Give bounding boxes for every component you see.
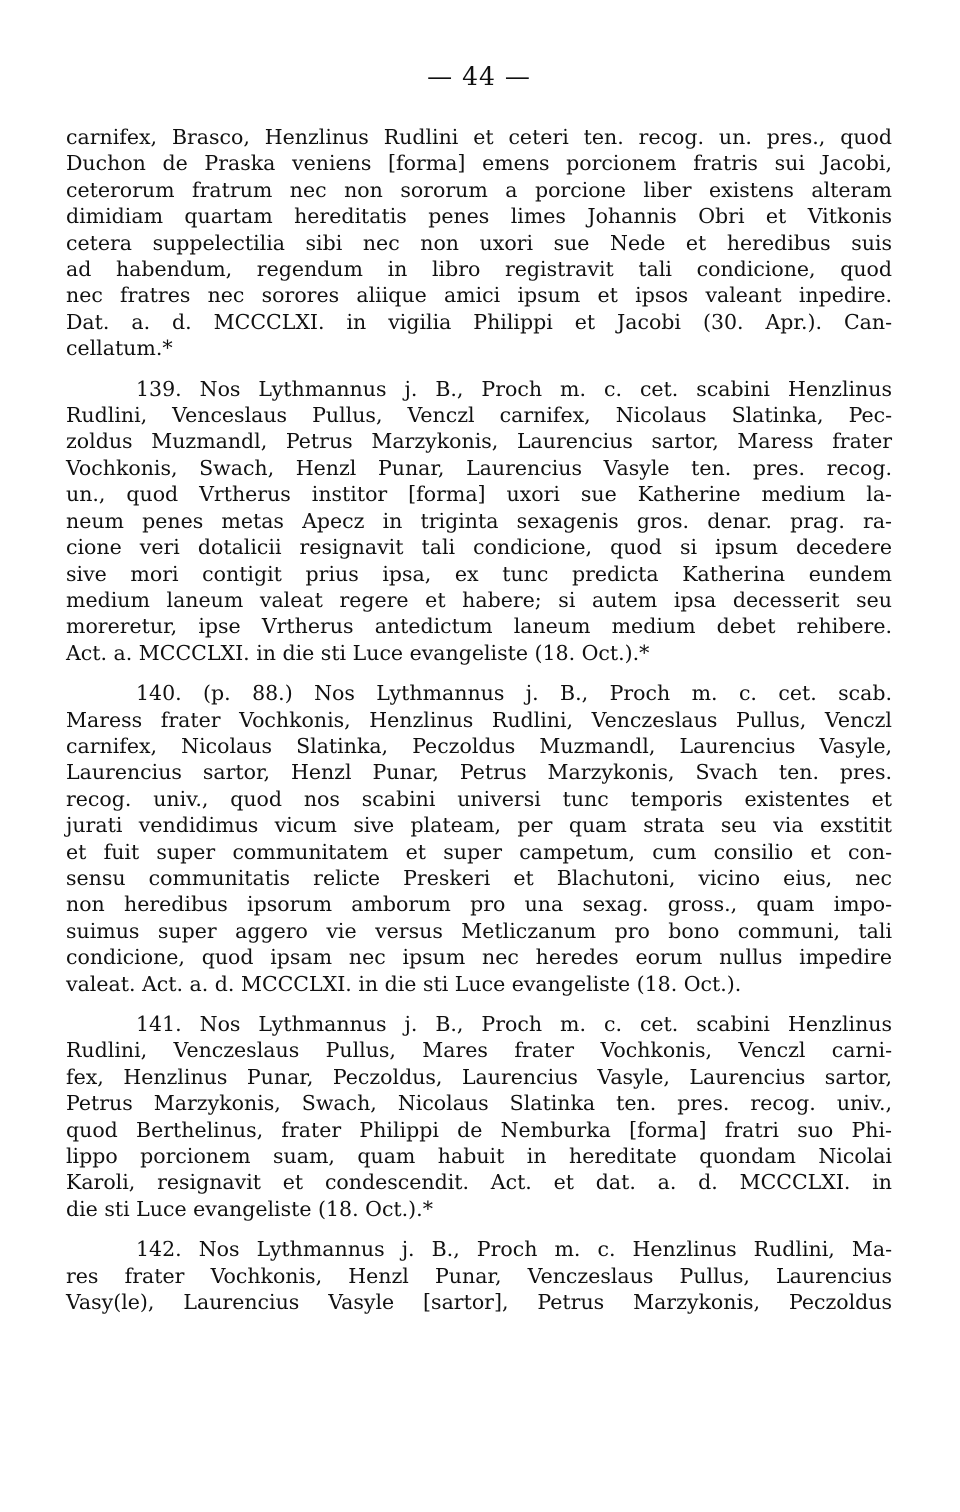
entry-140 <box>66 680 892 997</box>
text-line: suimus super aggero vie versus Metliczanum pro bono communi, tali <box>66 918 892 943</box>
entry-142 <box>66 1236 892 1315</box>
text-line: sensu communitatis relicte Preskeri et Blachutoni, vicino eius, nec <box>66 865 892 890</box>
text-line: valeat. Act. a. d. MCCCLXI. in die sti Luce evangeliste (18. Oct.). <box>66 971 742 996</box>
text-line: quod Berthelinus, frater Philippi de Nemburka [forma] fratri suo Phi- <box>66 1117 892 1142</box>
text-line: un., quod Vrtherus institor [forma] uxori sue Katherine medium la- <box>66 482 892 507</box>
text-line: Rudlini, Venceslaus Pullus, Venczl carnifex, Nicolaus Slatinka, Pec- <box>66 403 892 428</box>
text-line: et fuit super communitatem et super campetum, cum consilio et con- <box>66 839 892 864</box>
text-line: die sti Luce evangeliste (18. Oct.).* <box>66 1196 433 1221</box>
text-line: fex, Henzlinus Punar, Peczoldus, Laurencius Vasyle, Laurencius sartor, <box>66 1064 892 1089</box>
text-line: sive mori contigit prius ipsa, ex tunc predicta Katherina eundem <box>66 561 892 586</box>
text-line: lippo porcionem suam, quam habuit in hereditate quondam Nicolai <box>66 1144 892 1169</box>
text-line: Duchon de Praska veniens [forma] emens porcionem fratris sui Jacobi, <box>66 151 892 176</box>
text-line: recog. univ., quod nos scabini universi tunc temporis existentes et <box>66 786 892 811</box>
text-line: carnifex, Nicolaus Slatinka, Peczoldus Muzmandl, Laurencius Vasyle, <box>66 733 892 758</box>
entry-141 <box>66 1011 892 1222</box>
paragraph-continuation <box>66 124 892 362</box>
text-line: moreretur, ipse Vrtherus antedictum laneum medium debet rehibere. <box>66 614 892 639</box>
text-line: dimidiam quartam hereditatis penes limes Johannis Obri et Vitkonis <box>66 204 892 229</box>
text-line: cetera suppelectilia sibi nec non uxori sue Nede et heredibus suis <box>66 230 892 255</box>
text-line: Karoli, resignavit et condescendit. Act. et dat. a. d. MCCCLXI. in <box>66 1170 892 1195</box>
text-line: cione veri dotalicii resignavit tali condicione, quod si ipsum decedere <box>66 535 892 560</box>
text-line: carnifex, Brasco, Henzlinus Rudlini et ceteri ten. recog. un. pres., quod <box>66 125 892 149</box>
text-line: 139. Nos Lythmannus j. B., Proch m. c. cet. scabini Henzlinus <box>136 376 892 401</box>
text-line: non heredibus ipsorum amborum pro una sexag. gross., quam impo- <box>66 892 892 917</box>
text-line: Maress frater Vochkonis, Henzlinus Rudlini, Venczeslaus Pullus, Venczl <box>66 707 892 732</box>
text-line: Vochkonis, Swach, Henzl Punar, Laurencius Vasyle ten. pres. recog. <box>66 455 892 480</box>
text-line: Petrus Marzykonis, Swach, Nicolaus Slatinka ten. pres. recog. univ., <box>66 1091 892 1116</box>
text-line: jurati vendidimus vicum sive plateam, per quam strata seu via exstitit <box>66 813 892 838</box>
text-line: res frater Vochkonis, Henzl Punar, Venczeslaus Pullus, Laurencius <box>66 1263 892 1288</box>
text-line: 141. Nos Lythmannus j. B., Proch m. c. cet. scabini Henzlinus <box>136 1012 892 1036</box>
page-number: — 44 — <box>427 62 531 91</box>
text-line: cellatum.* <box>66 336 173 361</box>
document-page <box>66 62 892 1315</box>
text-line: 140. (p. 88.) Nos Lythmannus j. B., Proch m. c. cet. scab. <box>136 681 892 706</box>
text-line: zoldus Muzmandl, Petrus Marzykonis, Laurencius sartor, Maress frater <box>66 429 892 454</box>
text-line: neum penes metas Apecz in triginta sexagenis gros. denar. prag. ra- <box>66 508 892 533</box>
text-line: Rudlini, Venczeslaus Pullus, Mares frater Vochkonis, Venczl carni- <box>66 1038 892 1063</box>
text-line: 142. Nos Lythmannus j. B., Proch m. c. Henzlinus Rudlini, Ma- <box>136 1237 892 1262</box>
text-line: nec fratres nec sorores aliique amici ipsum et ipsos valeant inpedire. <box>66 283 892 308</box>
entry-139 <box>66 376 892 666</box>
text-line: Vasy(le), Laurencius Vasyle [sartor], Petrus Marzykonis, Peczoldus <box>66 1290 892 1315</box>
text-line: condicione, quod ipsam nec ipsum nec heredes eorum nullus impedire <box>66 945 892 970</box>
text-line: Laurencius sartor, Henzl Punar, Petrus Marzykonis, Svach ten. pres. <box>66 760 892 785</box>
text-line: ad habendum, regendum in libro registravit tali condicione, quod <box>66 257 892 282</box>
text-line: Dat. a. d. MCCCLXI. in vigilia Philippi et Jacobi (30. Apr.). Can- <box>66 309 892 334</box>
text-line: ceterorum fratrum nec non sororum a porcione liber existens alteram <box>66 177 892 202</box>
text-line: medium laneum valeat regere et habere; si autem ipsa decesserit seu <box>66 587 892 612</box>
text-line: Act. a. MCCCLXI. in die sti Luce evangeliste (18. Oct.).* <box>66 640 650 665</box>
